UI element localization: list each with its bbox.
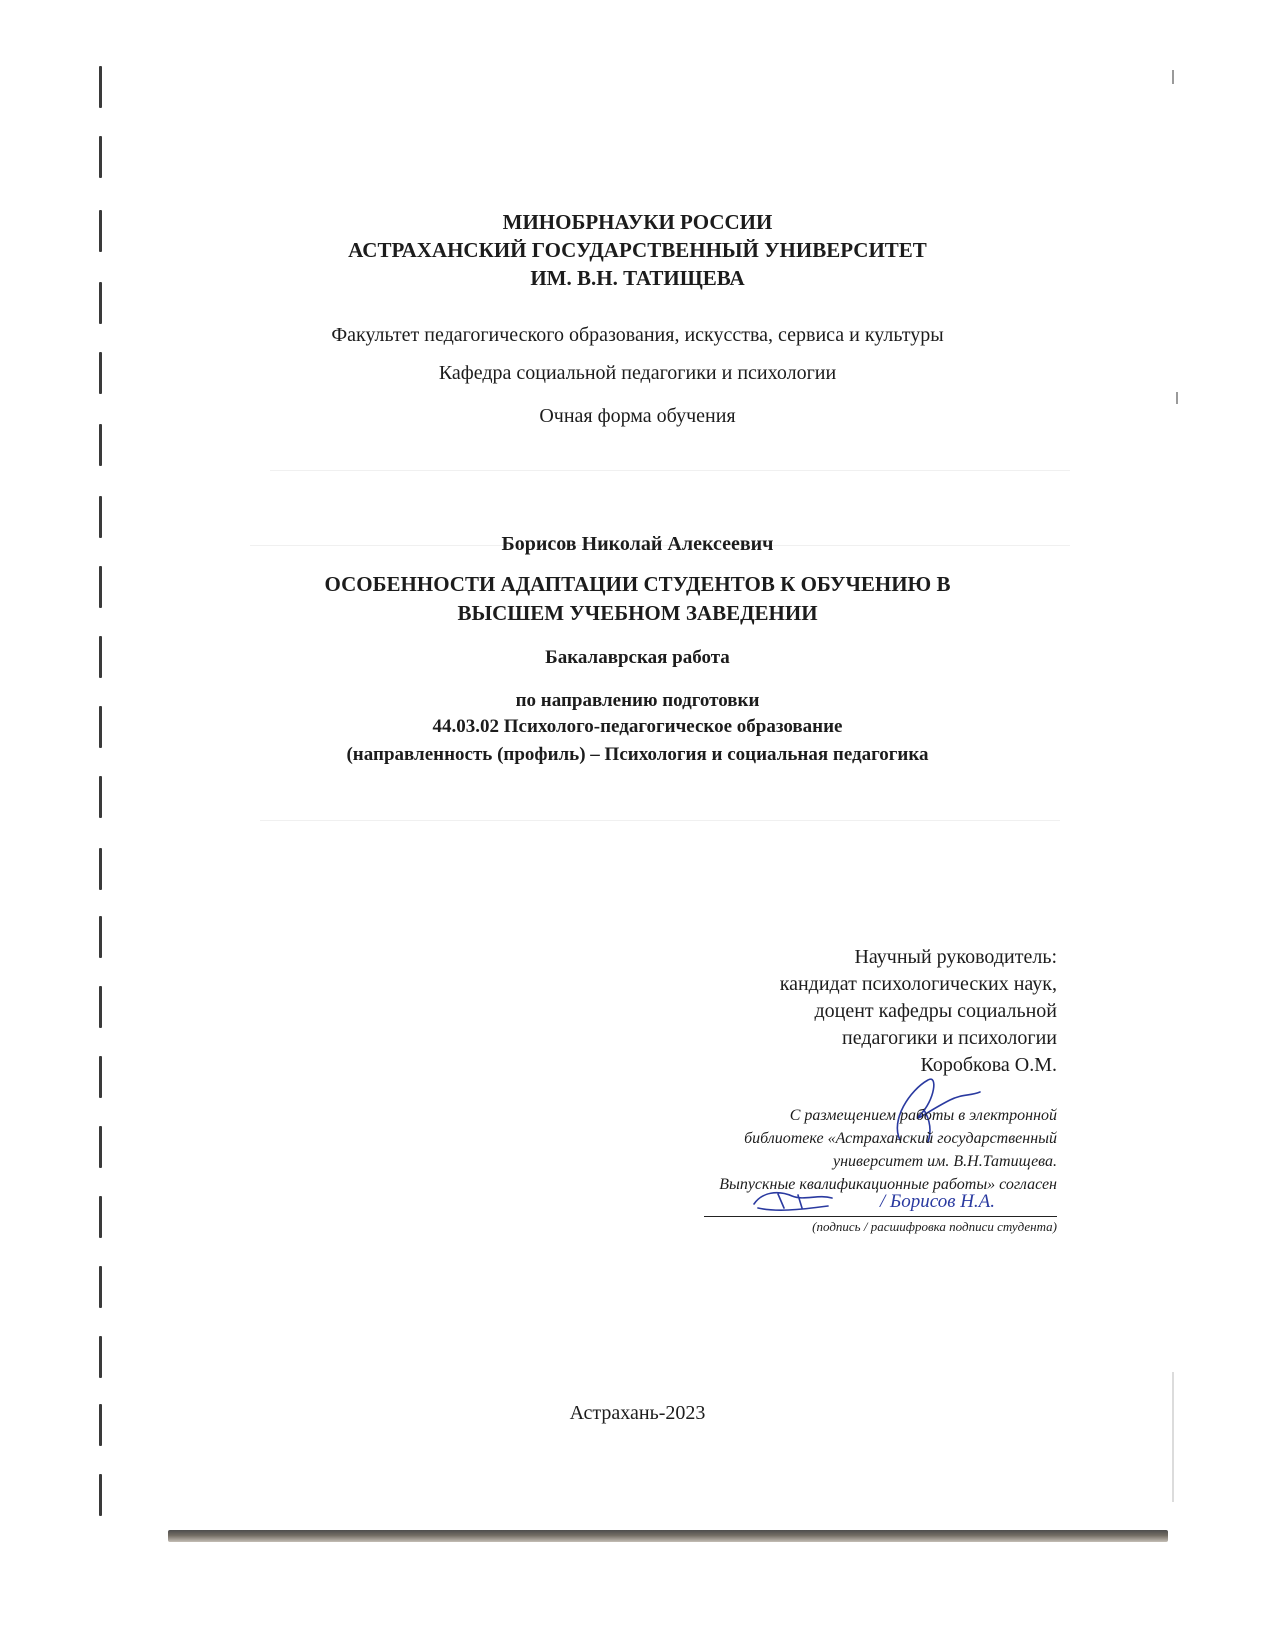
university-heading: АСТРАХАНСКИЙ ГОСУДАРСТВЕННЫЙ УНИВЕРСИТЕТ — [348, 238, 927, 262]
work-title-line1: ОСОБЕННОСТИ АДАПТАЦИИ СТУДЕНТОВ К ОБУЧЕНИЮ В — [324, 572, 951, 596]
edge-mark — [1172, 1372, 1174, 1502]
signature-caption: (подпись / расшифровка подписи студента) — [812, 1219, 1057, 1234]
student-signature-text: / Борисов Н.А. — [880, 1191, 996, 1212]
bleed-through-line — [270, 470, 1070, 471]
faculty-name: Факультет педагогического образования, искусства, сервиса и культуры — [331, 324, 944, 346]
page-bottom-edge — [168, 1530, 1168, 1542]
supervisor-position-line1: доцент кафедры социальной — [814, 1000, 1057, 1022]
consent-line1: С размещением работы в электронной — [789, 1107, 1057, 1124]
author-name: Борисов Николай Алексеевич — [501, 533, 774, 555]
work-type: Бакалаврская работа — [545, 647, 730, 668]
supervisor-name: Коробкова О.М. — [920, 1054, 1057, 1076]
supervisor-block — [780, 944, 1057, 1079]
supervisor-position-line2: педагогики и психологии — [842, 1027, 1057, 1049]
consent-block — [719, 1104, 1057, 1196]
ministry-heading: МИНОБРНАУКИ РОССИИ — [502, 210, 773, 234]
bleed-through-line — [260, 820, 1060, 821]
direction-label: по направлению подготовки — [515, 690, 760, 711]
work-title-line2: ВЫСШЕМ УЧЕБНОМ ЗАВЕДЕНИИ — [457, 601, 818, 625]
department-name: Кафедра социальной педагогики и психологии — [438, 362, 837, 384]
university-named-after: ИМ. В.Н. ТАТИЩЕВА — [530, 266, 745, 290]
student-signature-icon — [748, 1186, 840, 1216]
signature-line — [704, 1216, 1057, 1217]
city-year: Астрахань-2023 — [569, 1402, 706, 1424]
supervisor-label: Научный руководитель: — [854, 946, 1057, 968]
profile: (направленность (профиль) – Психология и социальная педагогика — [346, 744, 929, 765]
consent-line3: университет им. В.Н.Татищева. — [832, 1153, 1057, 1170]
supervisor-degree: кандидат психологических наук, — [779, 973, 1057, 995]
consent-line2: библиотеке «Астраханский государственный — [744, 1130, 1057, 1147]
edge-mark — [1172, 70, 1174, 84]
direction: 44.03.02 Психолого-педагогическое образование — [432, 716, 843, 737]
study-form: Очная форма обучения — [539, 405, 736, 427]
consent-line4: Выпускные квалификационные работы» согласен — [719, 1176, 1057, 1193]
